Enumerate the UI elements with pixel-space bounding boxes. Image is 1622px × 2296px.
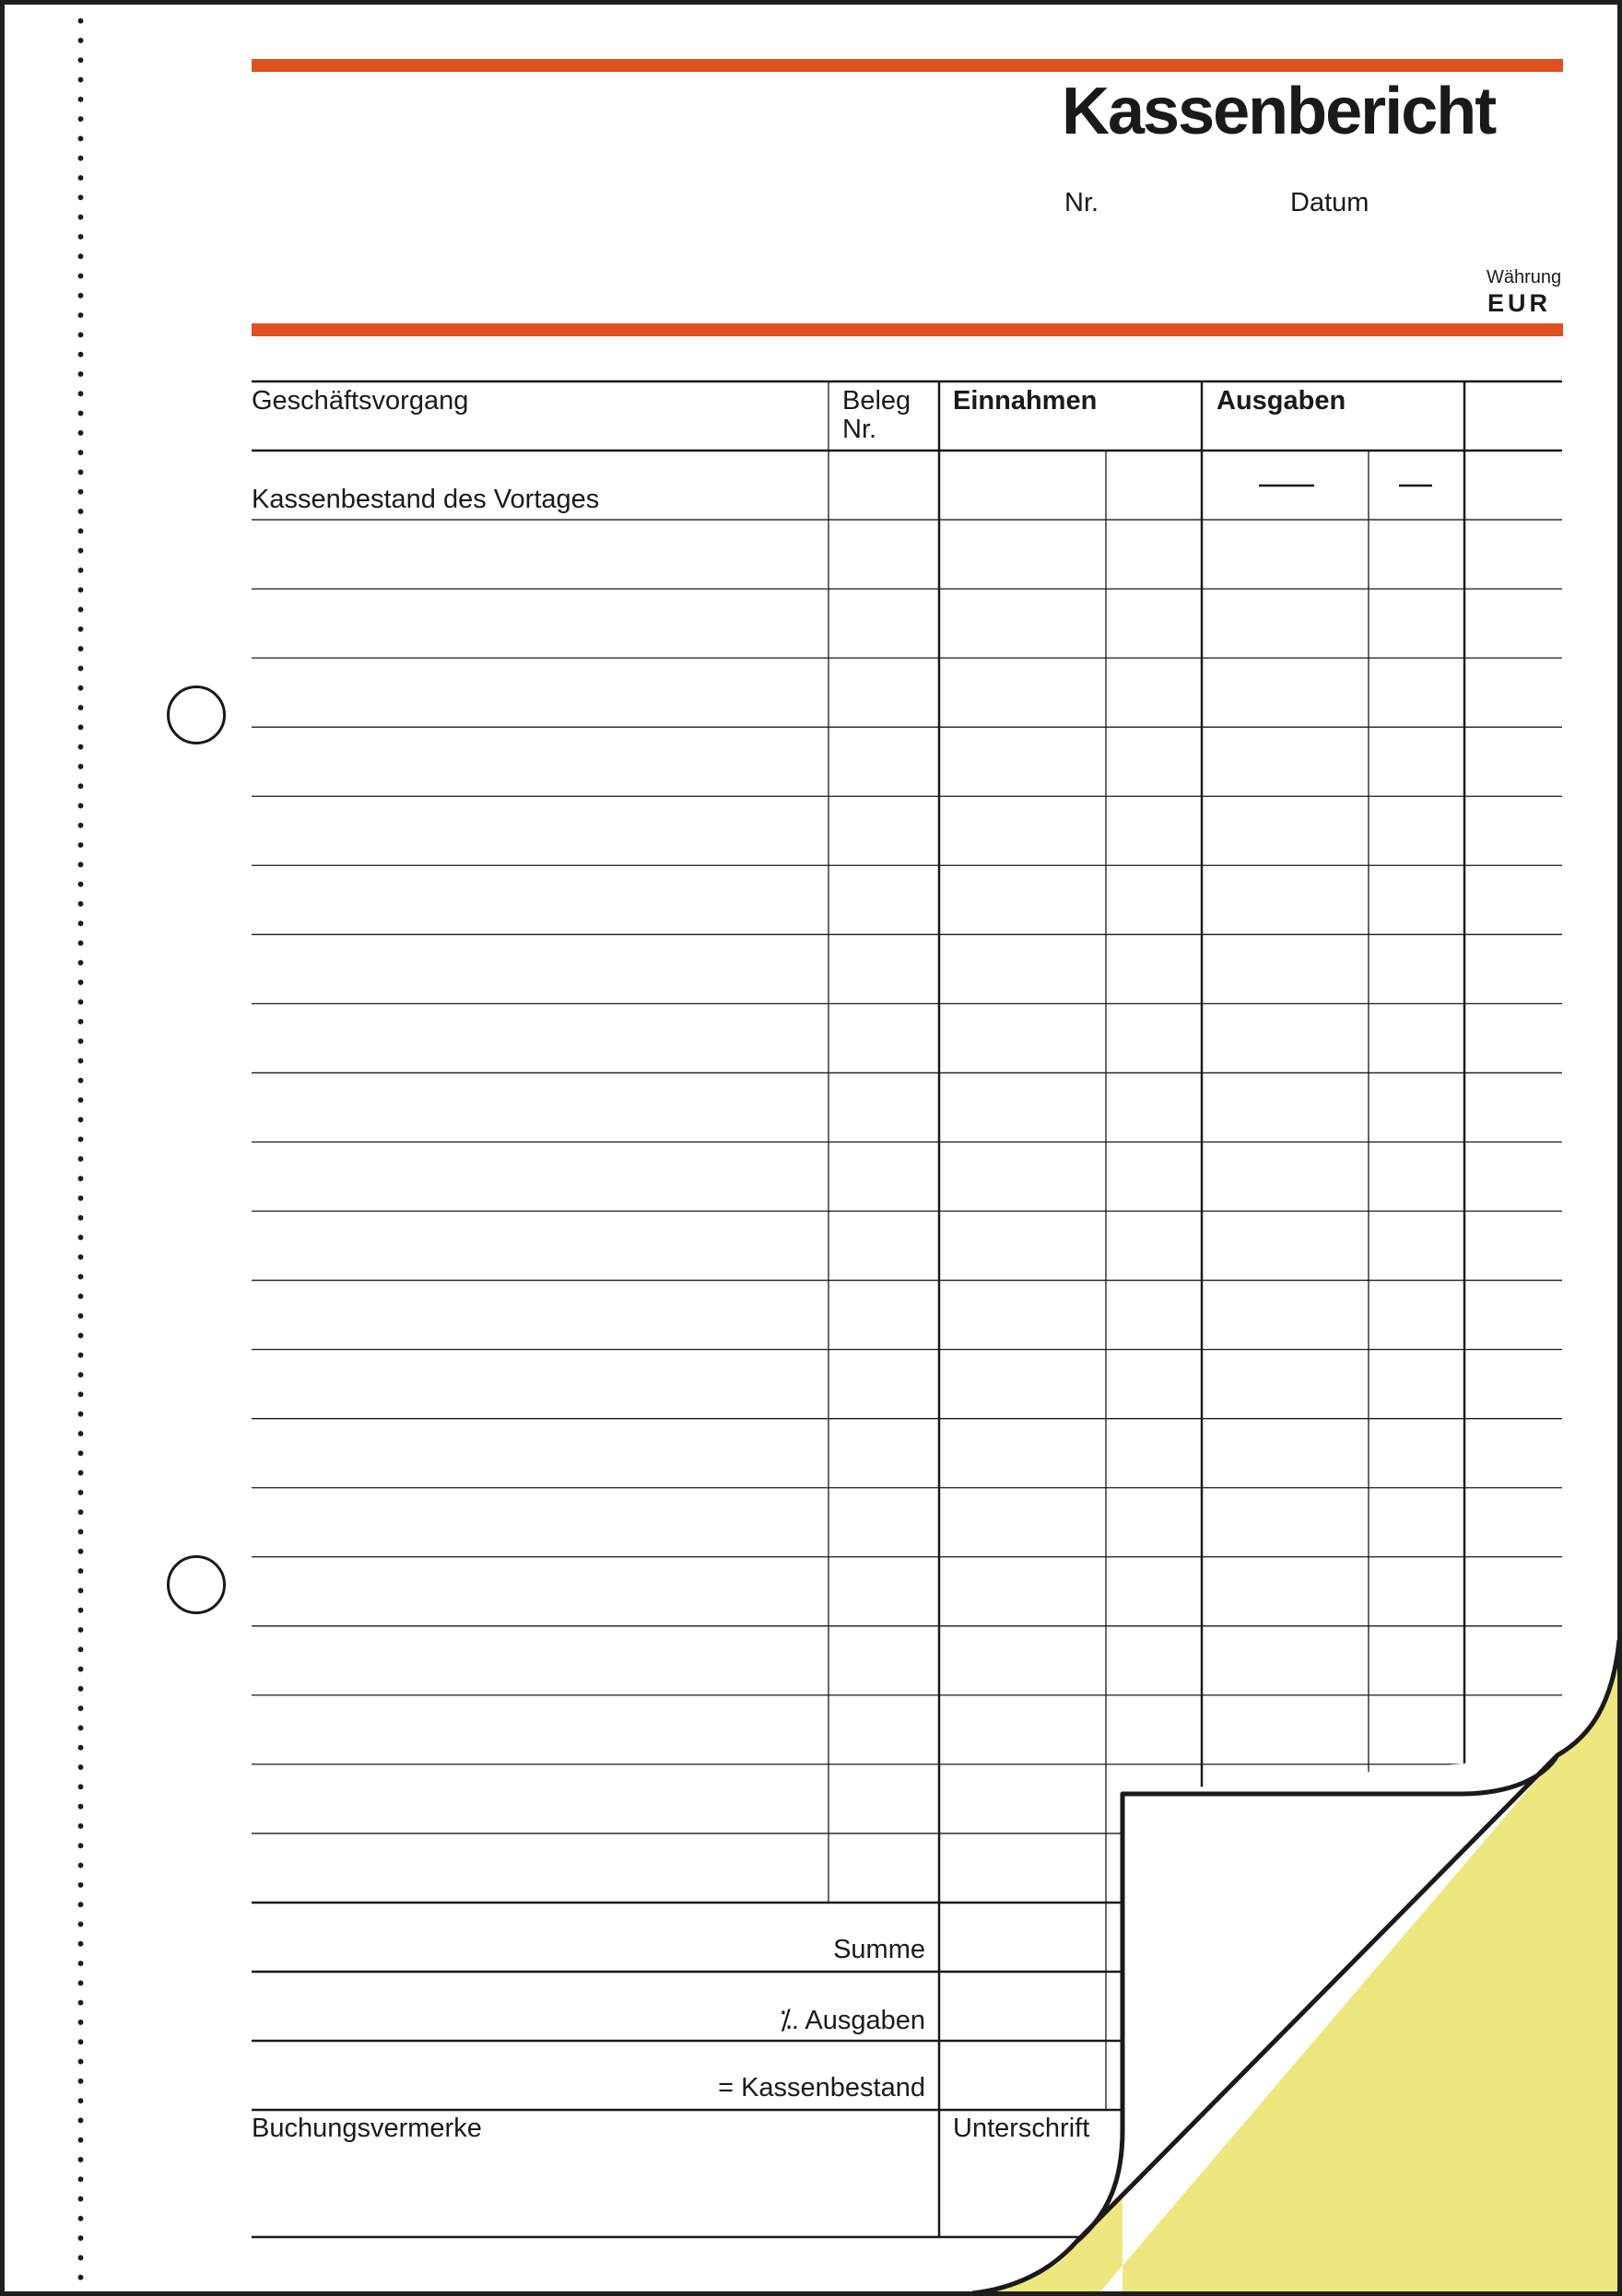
col-header-einnahmen: Einnahmen: [953, 386, 1098, 416]
row-label-vortag: Kassenbestand des Vortages: [252, 485, 600, 514]
form-title: Kassenbericht: [1062, 75, 1496, 148]
summe-label: Summe: [833, 1935, 925, 1964]
kassenbestand-label: = Kassenbestand: [718, 2073, 925, 2103]
buchungsvermerke-label: Buchungsvermerke: [252, 2114, 482, 2143]
minus-ausgaben-label: ⁒. Ausgaben: [779, 2006, 925, 2035]
nr-label: Nr.: [1064, 188, 1099, 217]
col-header-beleg-1: Beleg: [842, 386, 911, 416]
col-header-vorgang: Geschäftsvorgang: [252, 386, 469, 416]
datum-label: Datum: [1290, 188, 1369, 217]
col-header-beleg-2: Nr.: [842, 415, 877, 444]
unterschrift-label: Unterschrift: [953, 2114, 1090, 2143]
currency-value: EUR: [1487, 289, 1552, 317]
col-header-ausgaben: Ausgaben: [1216, 386, 1346, 416]
waehrung-label: Währung: [1487, 267, 1562, 287]
